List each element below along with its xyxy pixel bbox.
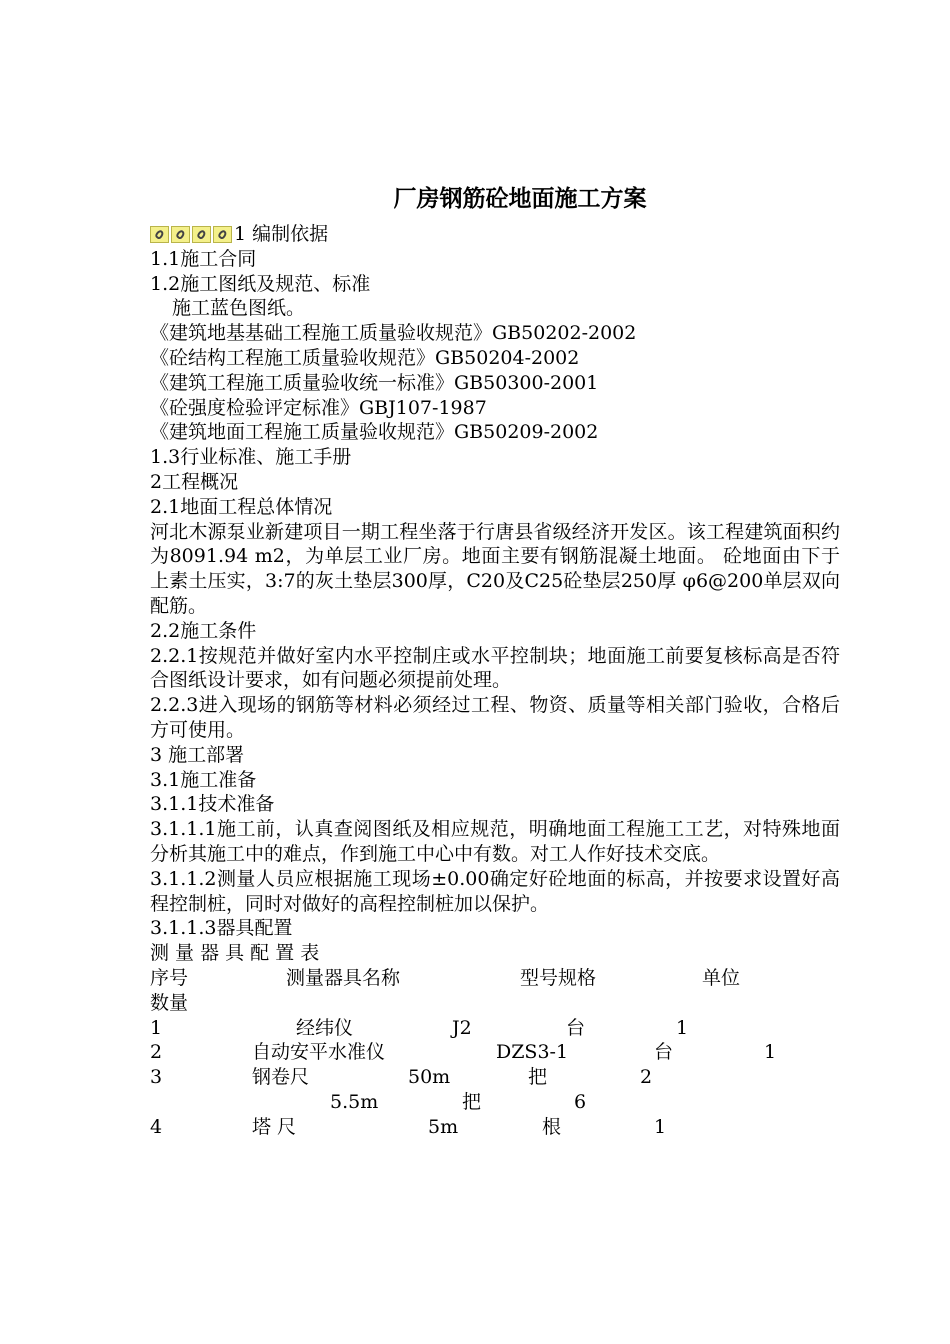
paperclip-icon [171, 226, 190, 243]
text-line [150, 693, 840, 743]
text-line [150, 644, 840, 694]
line-text: 1.2施工图纸及规范、标准 [150, 272, 371, 295]
table-cell: 3 [150, 1066, 163, 1089]
text-line [150, 743, 840, 768]
line-text: 3.1施工准备 [150, 768, 257, 791]
table-cell: 1 [764, 1041, 777, 1064]
table-cell: J2 [452, 1016, 472, 1039]
line-text: 3.1.1.2测量人员应根据施工现场±0.00确定好砼地面的标高，并按要求设置好高程控制桩，同时对做好的高程控制桩加以保护。 [150, 867, 840, 915]
table-cell: 2 [150, 1041, 163, 1064]
text-line [150, 321, 840, 346]
line-text: 2.2.3进入现场的钢筋等材料必须经过工程、物资、质量等相关部门验收，合格后方可使用。 [150, 694, 840, 741]
line-text: 2.2施工条件 [150, 619, 257, 642]
line-text: 2工程概况 [150, 470, 239, 493]
table-cell: 1 [676, 1016, 689, 1039]
line-text: 1.3行业标准、施工手册 [150, 446, 352, 469]
heading-marker-icons [150, 226, 232, 243]
table-header-row [150, 991, 840, 1016]
table-row [150, 1065, 840, 1090]
table-cell: 经纬仪 [296, 1016, 354, 1039]
text-line [150, 768, 840, 793]
line-text: 《建筑地面工程施工质量验收规范》GB50209-2002 [150, 421, 599, 444]
text-line [150, 817, 840, 867]
line-text: 3.1.1.1施工前，认真查阅图纸及相应规范，明确地面工程施工工艺，对特殊地面分析其施工中的难点，作到施工中心中有数。对工人作好技术交底。 [150, 818, 840, 865]
table-cell: 自动安平水准仪 [252, 1041, 386, 1064]
table-cell: 4 [150, 1115, 163, 1138]
line-text: 施工蓝色图纸。 [172, 297, 306, 320]
paperclip-icon [150, 226, 169, 243]
line-text: 3.1.1.3器具配置 [150, 917, 293, 940]
line-text: 1 编制依据 [234, 223, 329, 245]
section-heading [150, 222, 840, 247]
table-cell: 6 [574, 1090, 587, 1113]
text-line [150, 346, 840, 371]
table-header-cell: 测量器具名称 [286, 966, 401, 989]
table-header-row [150, 966, 840, 991]
text-line [150, 520, 840, 619]
line-text: 《砼强度检验评定标准》GBJ107-1987 [150, 396, 487, 419]
table-cell: 2 [640, 1066, 653, 1089]
table-row [150, 1090, 840, 1115]
text-line [150, 495, 840, 520]
text-line [150, 916, 840, 941]
text-line [150, 420, 840, 445]
line-text: 《建筑工程施工质量验收统一标准》GB50300-2001 [150, 371, 599, 394]
table-header-cell: 单位 [702, 966, 741, 989]
table-cell: 把 [528, 1066, 548, 1089]
table-cell: 5m [428, 1115, 459, 1138]
table-header-cell: 数量 [150, 991, 189, 1014]
line-text: 3.1.1技术准备 [150, 793, 275, 816]
table-cell: 根 [542, 1115, 562, 1138]
table-cell: 50m [408, 1066, 451, 1089]
text-line [150, 941, 840, 966]
paperclip-icon [213, 226, 232, 243]
table-cell: 台 [654, 1041, 674, 1064]
paperclip-icon [192, 226, 211, 243]
table-row [150, 1115, 840, 1140]
table-cell: 5.5m [330, 1090, 379, 1113]
text-line [150, 792, 840, 817]
text-line [150, 272, 840, 297]
text-line [150, 296, 840, 321]
line-text: 《建筑地基基础工程施工质量验收规范》GB50202-2002 [150, 322, 637, 345]
text-line [150, 247, 840, 272]
table-header-cell: 型号规格 [520, 966, 597, 989]
table-cell: 1 [150, 1016, 163, 1039]
line-text: 河北木源泵业新建项目一期工程坐落于行唐县省级经济开发区。该工程建筑面积约为8091.94 m2，为单层工业厂房。地面主要有钢筋混凝土地面。 砼地面由下于上素土压实，3:7的灰土垫层300厚，C20及C25砼垫层250厚 φ6@200单层双向配筋。 [150, 520, 840, 617]
line-text: 测 量 器 具 配 置 表 [150, 942, 320, 965]
line-text: 1.1施工合同 [150, 247, 257, 270]
text-line [150, 867, 840, 917]
line-text: 2.1地面工程总体情况 [150, 495, 333, 518]
text-line [150, 619, 840, 644]
text-line [150, 396, 840, 421]
line-text: 3 施工部署 [150, 743, 245, 766]
line-text: 2.2.1按规范并做好室内水平控制庄或水平控制块；地面施工前要复核标高是否符合图纸设计要求，如有问题必须提前处理。 [150, 644, 840, 692]
table-row [150, 1016, 840, 1041]
table-header-cell: 序号 [150, 966, 189, 989]
document-title: 厂房钢筋砼地面施工方案 [393, 185, 647, 212]
table-cell: 钢卷尺 [252, 1066, 310, 1089]
document-body [150, 222, 840, 1139]
table-cell: DZS3-1 [496, 1041, 569, 1064]
text-line [150, 470, 840, 495]
table-cell: 台 [566, 1016, 586, 1039]
line-text: 《砼结构工程施工质量验收规范》GB50204-2002 [150, 346, 580, 369]
text-line [150, 445, 840, 470]
text-line [150, 371, 840, 396]
table-row [150, 1040, 840, 1065]
table-cell: 1 [654, 1115, 667, 1138]
table-cell: 把 [462, 1090, 482, 1113]
table-cell: 塔 尺 [252, 1115, 297, 1138]
